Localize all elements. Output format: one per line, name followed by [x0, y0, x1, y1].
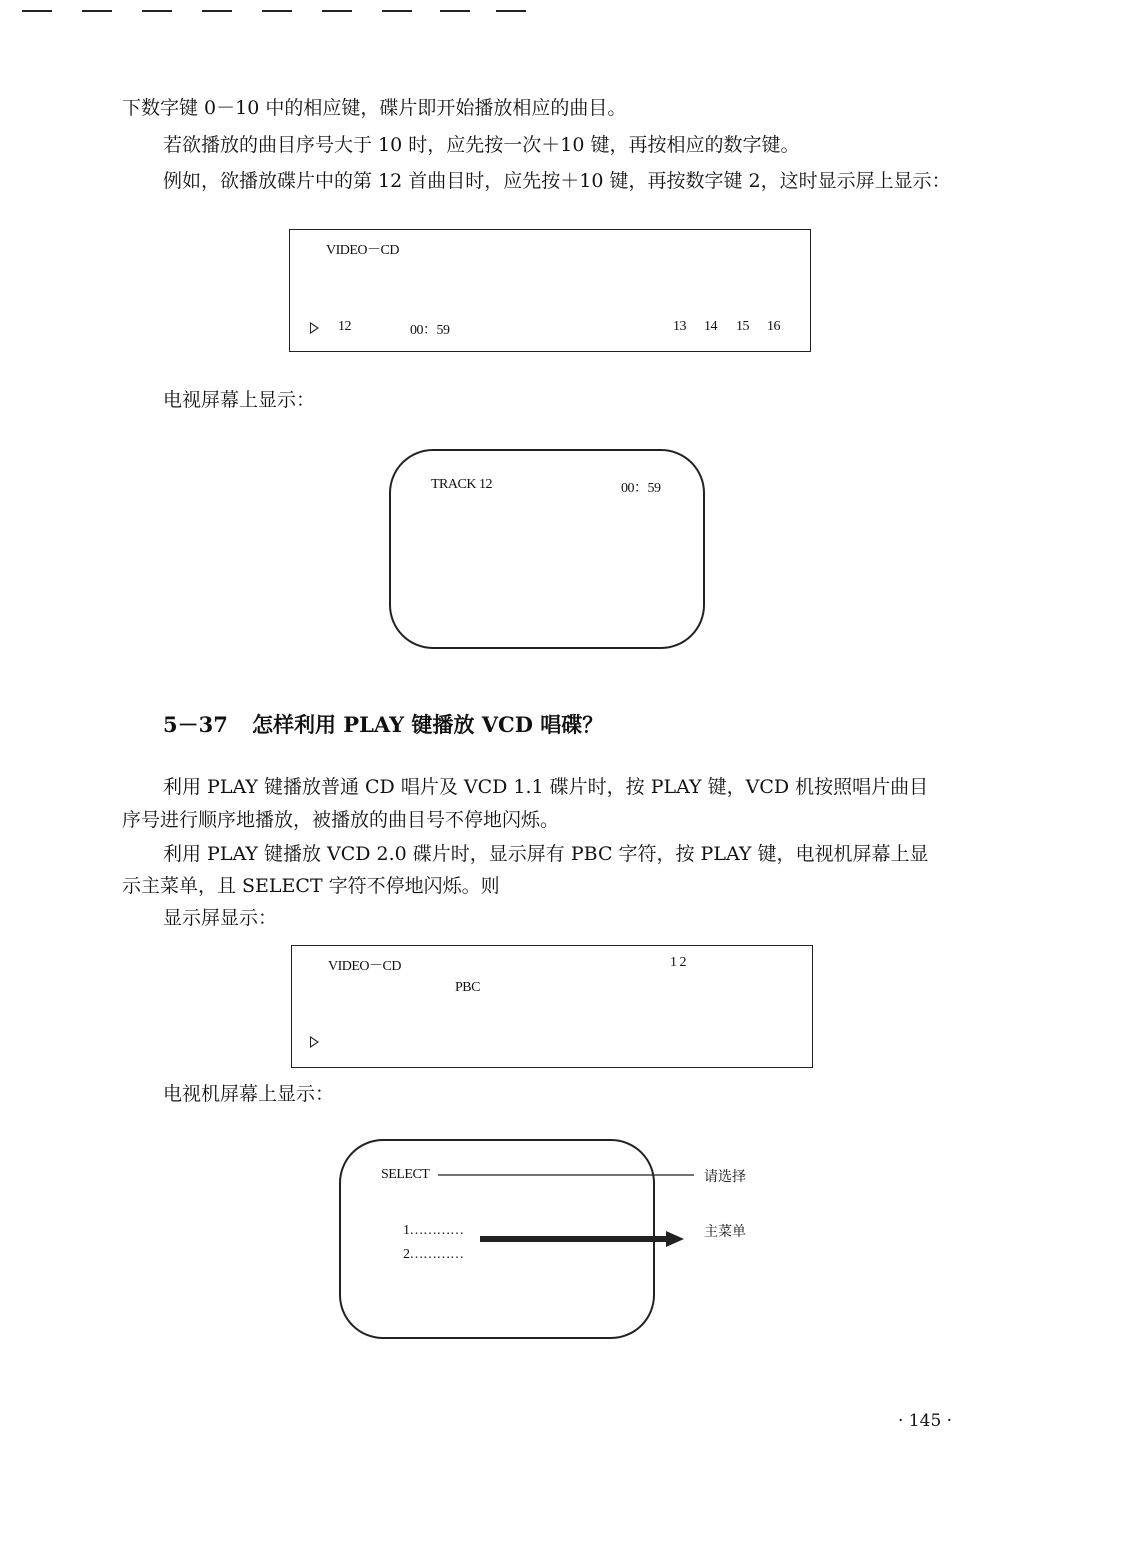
para1-line3: 例如，欲播放碟片中的第 12 首曲目时，应先按＋10 键，再按数字键 2，这时显示屏上显示： — [163, 170, 951, 192]
callout-select-label: 请选择 — [704, 1169, 746, 1185]
tv-caption-1: 电视屏幕上显示： — [163, 389, 316, 411]
para2-line2: 序号进行顺序地播放，被播放的曲目号不停地闪烁。 — [122, 809, 560, 831]
tv2-item-1: 1………… — [403, 1223, 464, 1238]
tv1-time: 00：59 — [621, 481, 661, 496]
section-number: 5－37 — [163, 712, 228, 737]
menu-arrow-head — [666, 1231, 684, 1247]
lcd1-track: 12 — [338, 319, 351, 334]
lcd1-upcoming-1: 13 — [673, 319, 686, 334]
tv1-track-label: TRACK 12 — [431, 477, 492, 492]
para2-line1: 利用 PLAY 键播放普通 CD 唱片及 VCD 1.1 碟片时，按 PLAY 键，VCD 机按照唱片曲目 — [163, 776, 929, 798]
tv2-item-2: 2………… — [403, 1247, 464, 1262]
lcd1-upcoming-4: 16 — [767, 319, 780, 334]
tv2-select: SELECT — [381, 1167, 430, 1182]
lcd2-tracks: 1 2 — [670, 955, 686, 970]
para2-line4: 示主菜单，且 SELECT 字符不停地闪烁。则 — [122, 875, 500, 897]
section-title: 怎样利用 PLAY 键播放 VCD 唱碟？ — [252, 712, 604, 737]
lcd1-time: 00：59 — [410, 323, 450, 338]
lcd1-upcoming-3: 15 — [736, 319, 749, 334]
para2-line3: 利用 PLAY 键播放 VCD 2.0 碟片时，显示屏有 PBC 字符，按 PLAY 键，电视机屏幕上显 — [163, 843, 929, 865]
lcd2-pbc: PBC — [455, 980, 480, 995]
lcd1-upcoming-2: 14 — [704, 319, 717, 334]
para2-line5: 显示屏显示： — [163, 907, 278, 929]
page-number: · 145 · — [898, 1411, 953, 1431]
lcd1-mode: VIDEO－CD — [326, 243, 399, 258]
para1-line2: 若欲播放的曲目序号大于 10 时，应先按一次＋10 键，再按相应的数字键。 — [163, 134, 800, 156]
lcd2-mode: VIDEO－CD — [328, 959, 401, 974]
callout-menu-label: 主菜单 — [704, 1224, 746, 1240]
para1-line1: 下数字键 0－10 中的相应键，碟片即开始播放相应的曲目。 — [122, 97, 627, 119]
tv-caption-2: 电视机屏幕上显示： — [163, 1083, 335, 1105]
